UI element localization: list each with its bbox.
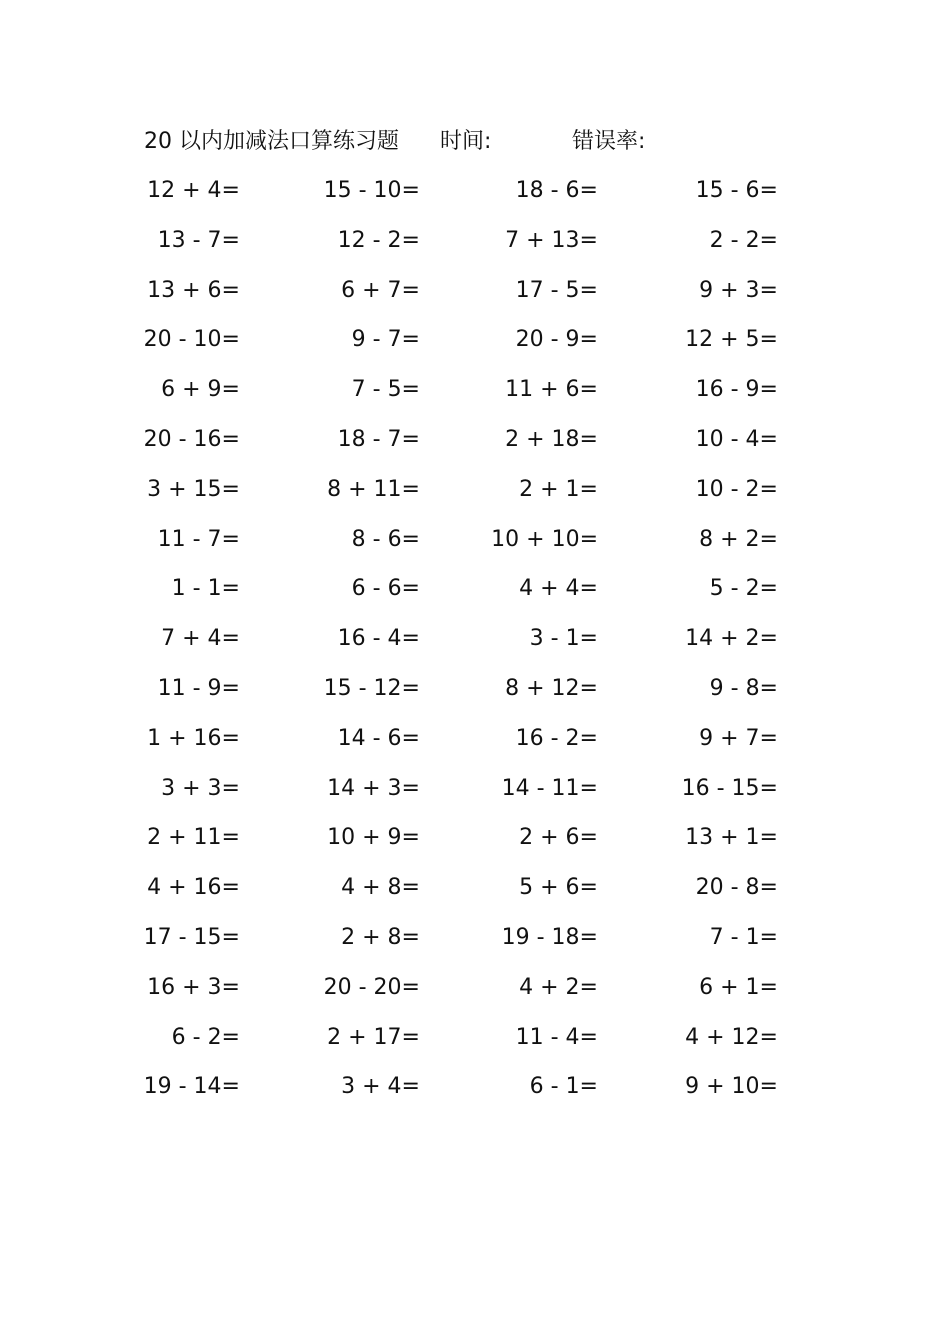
math-problem: 7 + 4=: [161, 626, 240, 651]
math-problem: 11 - 7=: [157, 527, 240, 552]
math-problem: 3 + 4=: [341, 1074, 420, 1099]
math-problem: 6 + 9=: [161, 377, 240, 402]
math-problem: 9 - 8=: [709, 676, 778, 701]
error-rate-label: 错误率:: [572, 129, 646, 154]
math-problem: 2 + 17=: [327, 1025, 420, 1050]
math-problem: 14 + 2=: [685, 626, 778, 651]
math-problem: 10 - 2=: [695, 477, 778, 502]
math-problem: 10 - 4=: [695, 427, 778, 452]
math-problem: 5 - 2=: [709, 576, 778, 601]
math-problem: 6 - 1=: [529, 1074, 598, 1099]
math-problem: 10 + 10=: [491, 527, 598, 552]
math-problem: 3 + 15=: [147, 477, 240, 502]
math-problem: 1 + 16=: [147, 726, 240, 751]
math-problem: 15 - 6=: [695, 178, 778, 203]
math-problem: 19 - 18=: [501, 925, 598, 950]
math-problem: 6 - 6=: [351, 576, 420, 601]
math-problem: 12 + 5=: [685, 327, 778, 352]
math-problem: 6 - 2=: [171, 1025, 240, 1050]
math-problem: 8 + 2=: [699, 527, 778, 552]
math-problem: 20 - 8=: [695, 875, 778, 900]
math-problem: 12 + 4=: [147, 178, 240, 203]
math-problem: 2 + 8=: [341, 925, 420, 950]
math-problem: 1 - 1=: [171, 576, 240, 601]
math-problem: 6 + 1=: [699, 975, 778, 1000]
math-problem: 4 + 2=: [519, 975, 598, 1000]
math-problem: 4 + 12=: [685, 1025, 778, 1050]
math-problem: 9 + 10=: [685, 1074, 778, 1099]
math-problem: 18 - 6=: [515, 178, 598, 203]
math-problem: 20 - 9=: [515, 327, 598, 352]
math-problem: 10 + 9=: [327, 825, 420, 850]
math-problem: 18 - 7=: [337, 427, 420, 452]
math-problem: 4 + 16=: [147, 875, 240, 900]
math-problem: 9 - 7=: [351, 327, 420, 352]
math-problem: 12 - 2=: [337, 228, 420, 253]
math-problem: 19 - 14=: [143, 1074, 240, 1099]
math-problem: 20 - 10=: [143, 327, 240, 352]
math-problem: 7 - 5=: [351, 377, 420, 402]
math-problem: 17 - 15=: [143, 925, 240, 950]
math-problem: 20 - 20=: [323, 975, 420, 1000]
math-problem: 15 - 10=: [323, 178, 420, 203]
math-problem: 13 + 1=: [685, 825, 778, 850]
math-problem: 7 - 1=: [709, 925, 778, 950]
math-problem: 14 + 3=: [327, 776, 420, 801]
math-problem: 2 - 2=: [709, 228, 778, 253]
math-problem: 11 - 9=: [157, 676, 240, 701]
math-problem: 3 - 1=: [529, 626, 598, 651]
math-problem: 2 + 1=: [519, 477, 598, 502]
math-problem: 2 + 18=: [505, 427, 598, 452]
math-problem: 16 - 2=: [515, 726, 598, 751]
math-problem: 6 + 7=: [341, 278, 420, 303]
math-problem: 14 - 6=: [337, 726, 420, 751]
time-label: 时间:: [440, 129, 492, 154]
math-problem: 13 + 6=: [147, 278, 240, 303]
math-problem: 16 - 9=: [695, 377, 778, 402]
math-problem: 5 + 6=: [519, 875, 598, 900]
math-problem: 4 + 4=: [519, 576, 598, 601]
math-problem: 20 - 16=: [143, 427, 240, 452]
math-problem: 16 + 3=: [147, 975, 240, 1000]
math-problem: 17 - 5=: [515, 278, 598, 303]
math-problem: 4 + 8=: [341, 875, 420, 900]
math-problem: 8 - 6=: [351, 527, 420, 552]
math-problem: 8 + 12=: [505, 676, 598, 701]
math-problem: 2 + 6=: [519, 825, 598, 850]
math-problem: 13 - 7=: [157, 228, 240, 253]
math-problem: 3 + 3=: [161, 776, 240, 801]
math-problem: 16 - 15=: [681, 776, 778, 801]
math-problem: 2 + 11=: [147, 825, 240, 850]
worksheet-title: 20 以内加减法口算练习题: [144, 129, 399, 154]
math-problem: 9 + 7=: [699, 726, 778, 751]
math-problem: 16 - 4=: [337, 626, 420, 651]
math-problem: 7 + 13=: [505, 228, 598, 253]
math-problem: 11 - 4=: [515, 1025, 598, 1050]
math-problem: 11 + 6=: [505, 377, 598, 402]
math-problem: 14 - 11=: [501, 776, 598, 801]
math-problem: 15 - 12=: [323, 676, 420, 701]
math-problem: 9 + 3=: [699, 278, 778, 303]
math-problem: 8 + 11=: [327, 477, 420, 502]
